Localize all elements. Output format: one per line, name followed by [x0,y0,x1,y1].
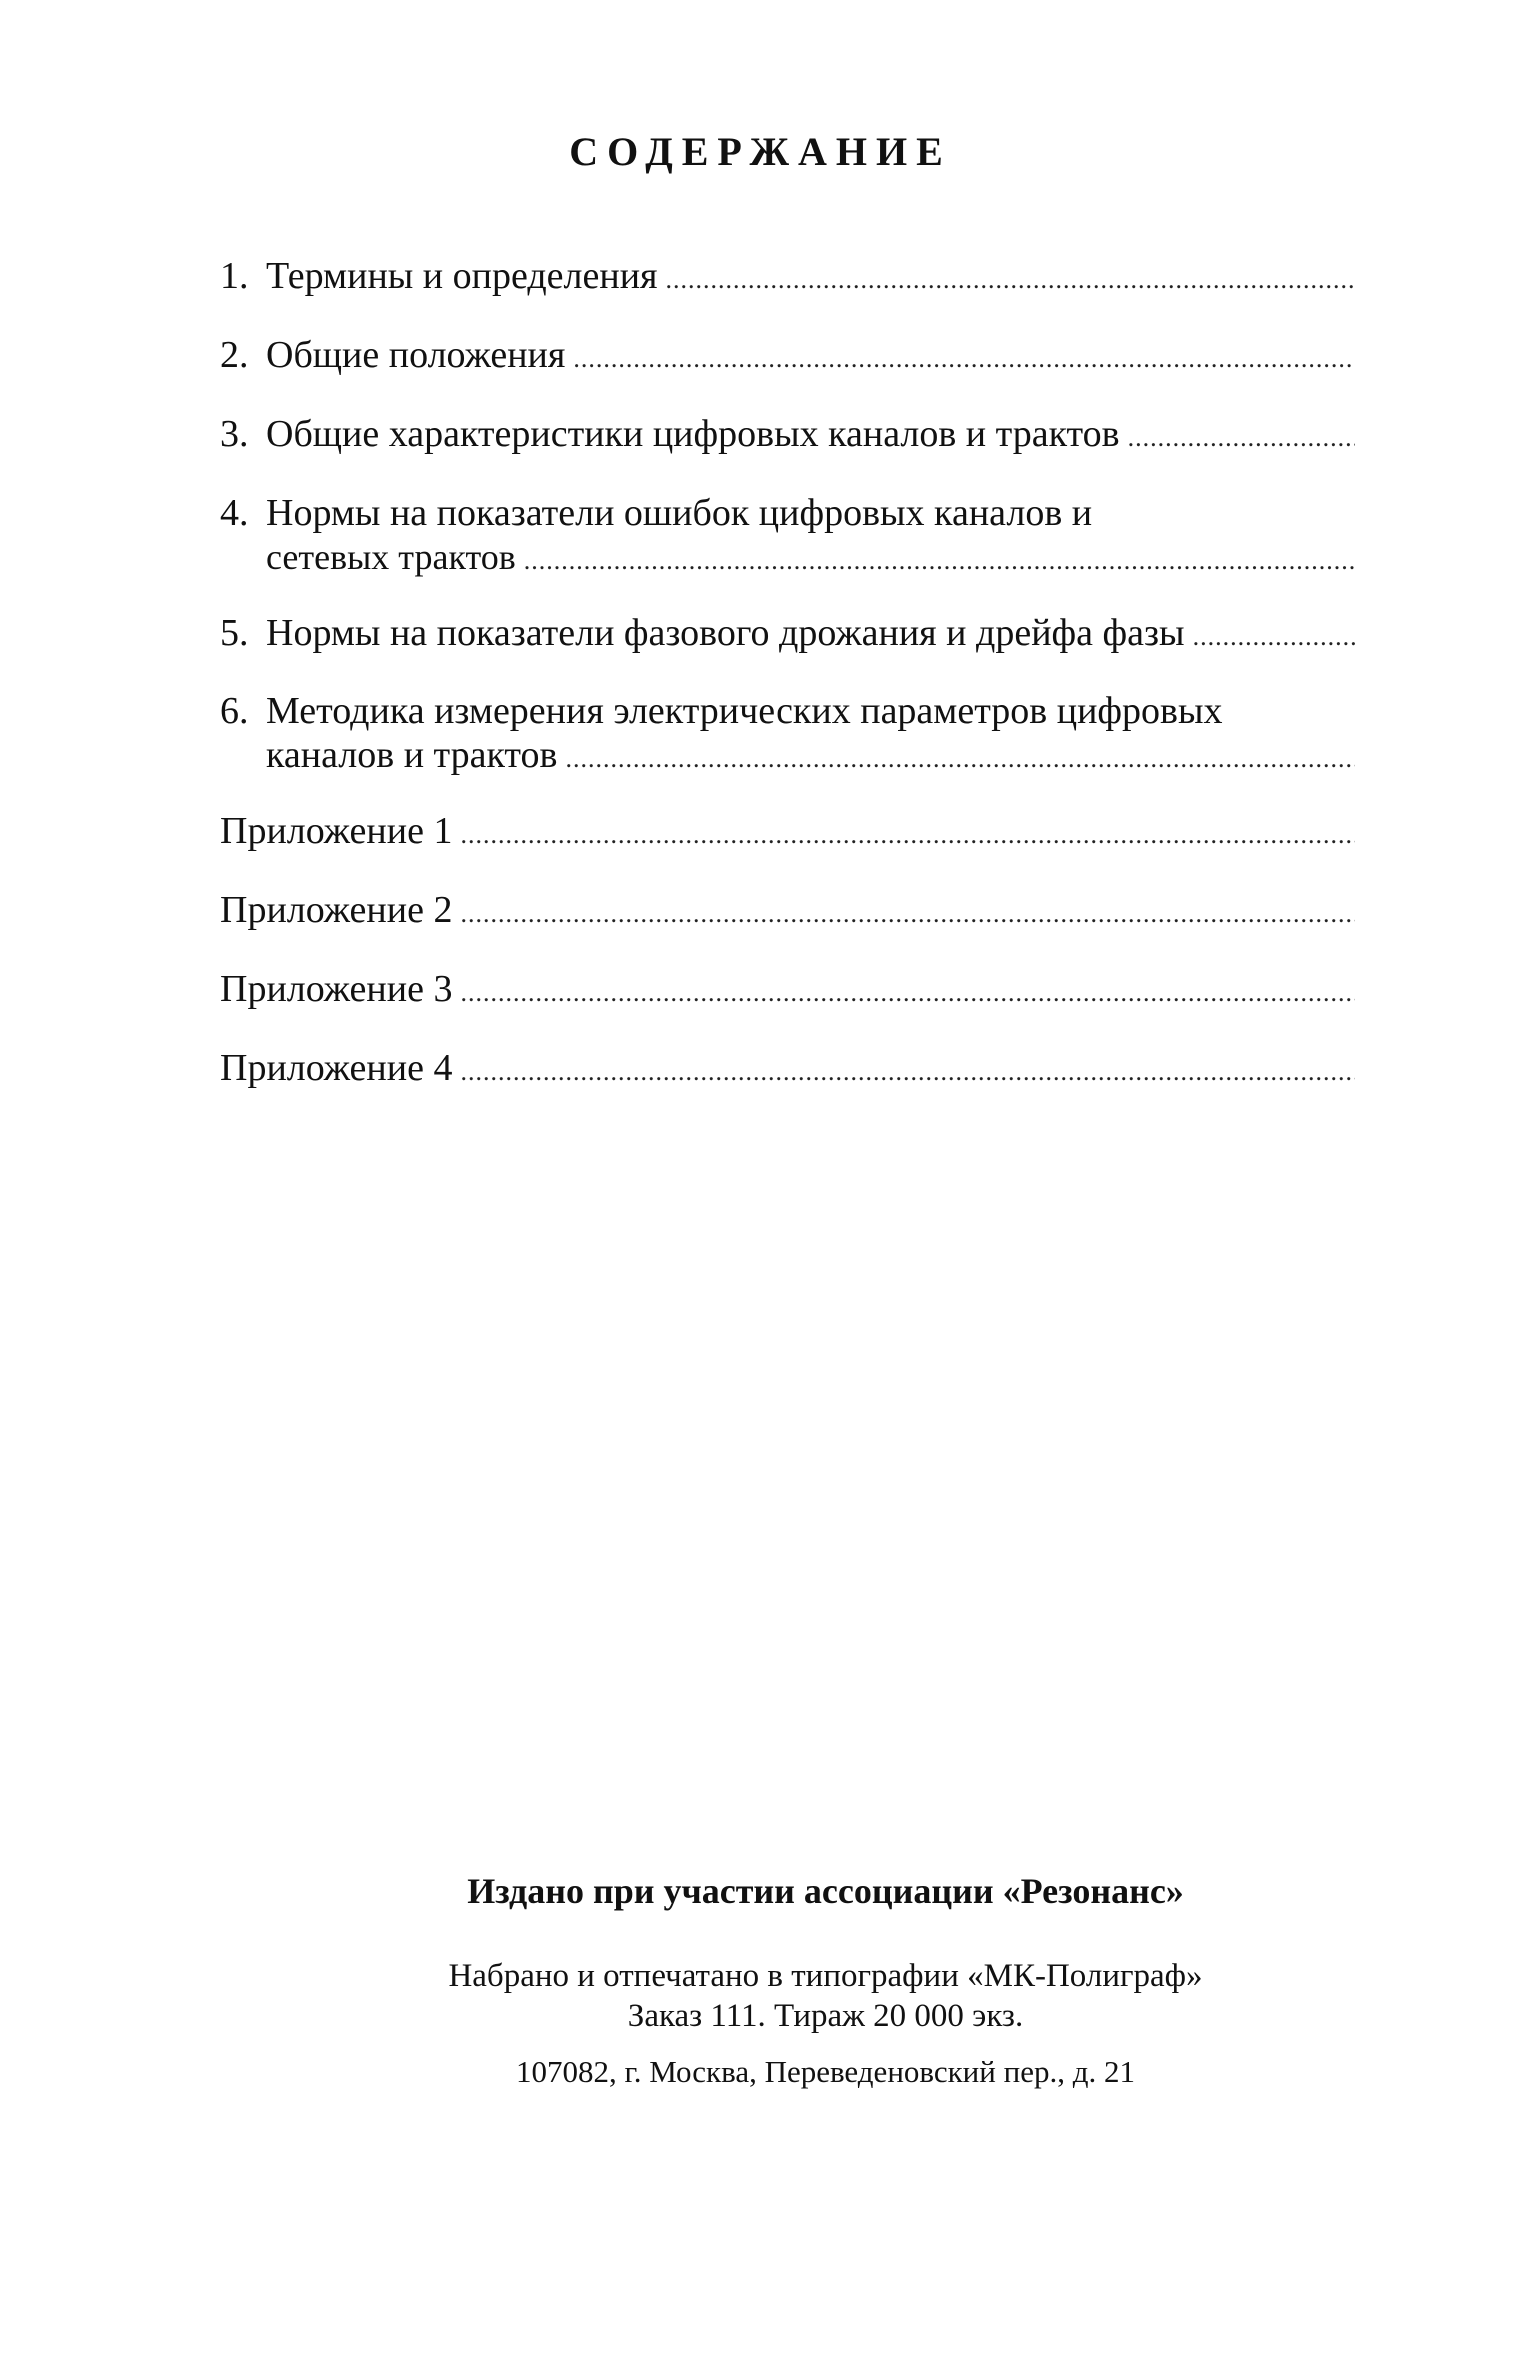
toc-entry-title: Нормы на показатели фазового дрожания и дрейфа фазы [266,612,1185,654]
toc-entry-1 [220,256,1355,335]
toc-entry-title-continued: каналов и трактов [266,734,558,776]
toc-entry-number: 1. [220,255,249,297]
dot-leader [1128,418,1355,458]
toc-entry-title: Методика измерения электрических параметров цифровых [266,690,1223,732]
dot-leader [460,894,1355,934]
toc-entry-title: Нормы на показатели ошибок цифровых каналов и [266,492,1093,534]
toc-entry-6 [220,691,1355,811]
toc-heading: СОДЕРЖАНИЕ [569,129,952,174]
toc-entry-title: Термины и определения [266,255,658,297]
toc-entry-title: Приложение 3 [220,968,453,1010]
toc-entry-appendix-4 [220,1048,1355,1127]
dot-leader [460,973,1355,1013]
toc-entry-3 [220,414,1355,493]
order-circulation: Заказ 111. Тираж 20 000 экз. [627,1998,1024,2034]
toc-entry-title: Приложение 4 [220,1047,453,1089]
toc-entry-title: Приложение 1 [220,810,453,852]
toc-entry-appendix-1 [220,811,1355,890]
toc-entry-appendix-2 [220,890,1355,969]
printer-address: 107082, г. Москва, Переведеновский пер., д. 21 [515,2054,1135,2089]
toc-entry-title: Общие характеристики цифровых каналов и трактов [266,413,1120,455]
toc-entry-5 [220,613,1355,691]
printing-info: Набрано и отпечатано в типографии «МК-Полиграф» [448,1958,1203,1994]
toc-entry-appendix-3 [220,969,1355,1048]
dot-leader [524,541,1355,581]
dot-leader [666,260,1355,300]
toc-entry-number: 3. [220,413,249,455]
toc-entry-number: 2. [220,334,249,376]
toc-entry-number: 6. [220,690,249,732]
toc-entry-number: 5. [220,612,249,654]
toc-entry-2 [220,335,1355,414]
dot-leader [460,815,1355,855]
dot-leader [460,1052,1355,1092]
toc-entry-number: 4. [220,492,249,534]
dot-leader [573,339,1355,379]
table-of-contents [220,256,1355,1127]
publisher-credit: Издано при участии ассоциации «Резонанс» [467,1871,1184,1911]
toc-entry-title-continued: сетевых трактов [266,537,516,577]
dot-leader [565,739,1355,779]
toc-entry-title: Приложение 2 [220,889,453,931]
dot-leader [1193,617,1355,657]
toc-entry-4 [220,493,1355,613]
toc-entry-title: Общие положения [266,334,566,376]
